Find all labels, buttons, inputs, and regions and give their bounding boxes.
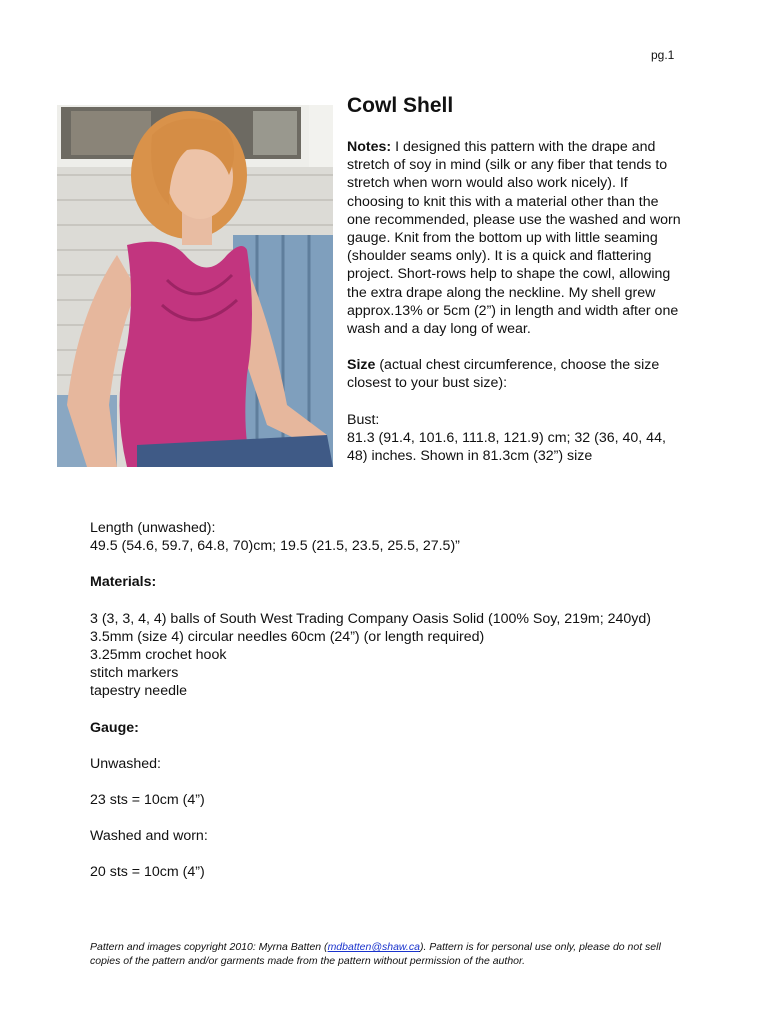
author-email-link[interactable]: mdbatten@shaw.ca xyxy=(327,941,420,953)
notes-paragraph xyxy=(347,138,682,338)
page-title: Cowl Shell xyxy=(347,94,454,117)
materials-item: 3 (3, 3, 4, 4) balls of South West Trading Company Oasis Solid (100% Soy, 219m; 240yd) xyxy=(90,610,651,627)
materials-item: stitch markers xyxy=(90,665,179,682)
intro-section xyxy=(347,138,682,465)
gauge-unwashed-value: 23 sts = 10cm (4”) xyxy=(90,792,205,809)
notes-label: Notes: xyxy=(347,139,392,155)
materials-heading: Materials: xyxy=(90,574,157,591)
notes-text: I designed this pattern with the drape and stretch of soy in mind (silk or any fiber that tends to stretch when worn would also work nicely). If choosing to knit this with a material other than the one recommended, please use the washed and worn gauge. Knit from the bottom up with little seaming (shoulder seams only). It is a quick and flattering project. Short-rows help to shape the cowl, allowing the extra drape along the neckline. My shell grew approx.13% or 5cm (2”) in length and width after one wash and a day long of wear. xyxy=(347,139,681,338)
gauge-heading: Gauge: xyxy=(90,719,139,736)
gauge-washed-label: Washed and worn: xyxy=(90,828,208,845)
length-values: 49.5 (54.6, 59.7, 64.8, 70)cm; 19.5 (21.5, 23.5, 25.5, 27.5)” xyxy=(90,538,460,555)
gauge-washed-value: 20 sts = 10cm (4”) xyxy=(90,864,205,881)
gauge-unwashed-label: Unwashed: xyxy=(90,755,161,772)
bust-label: Bust: xyxy=(347,411,380,428)
pattern-photo xyxy=(57,105,333,467)
footer-prefix: Pattern and images copyright 2010: Myrna Batten ( xyxy=(90,941,328,953)
page-number: pg.1 xyxy=(651,48,675,62)
materials-item: 3.25mm crochet hook xyxy=(90,647,227,664)
materials-item: 3.5mm (size 4) circular needles 60cm (24”) (or length required) xyxy=(90,628,485,645)
footer-suffix: ). Pattern is for personal use only, please do not sell copies of the pattern and/or garments made from the pattern without permission of the author. xyxy=(90,941,661,967)
copyright-footer xyxy=(90,940,690,968)
materials-item: tapestry needle xyxy=(90,683,188,700)
photo-illustration xyxy=(57,105,333,467)
details-section xyxy=(90,519,690,882)
size-label: Size xyxy=(347,357,376,374)
size-paragraph xyxy=(347,356,682,392)
bust-values: 81.3 (91.4, 101.6, 111.8, 121.9) cm; 32 (36, 40, 44, 48) inches. Shown in 81.3cm (32”) size xyxy=(347,429,666,465)
length-label: Length (unwashed): xyxy=(90,520,216,536)
size-text: (actual chest circumference, choose the size closest to your bust size): xyxy=(347,357,660,392)
